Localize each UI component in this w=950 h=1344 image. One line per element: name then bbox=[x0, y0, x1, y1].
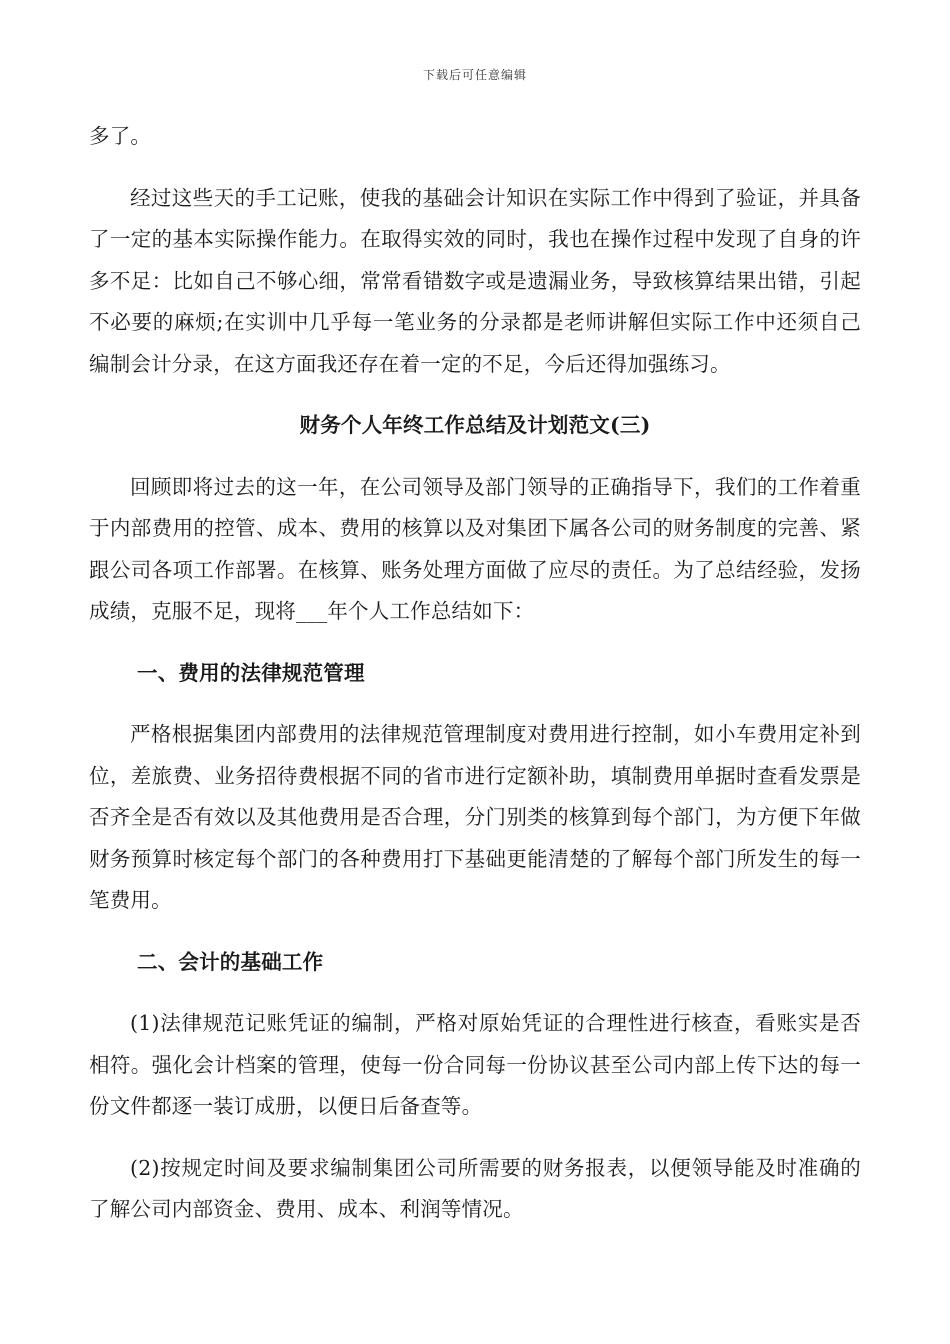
section-heading-accounting-basics: 二、会计的基础工作 bbox=[137, 949, 324, 974]
page-header: 下载后可任意编辑 bbox=[422, 68, 527, 82]
paragraph-voucher-preparation: (1)法律规范记账凭证的编制，严格对原始凭证的合理性进行核查，看账实是否相符。强化会计档案的管理，使每一份合同每一份协议甚至公司内部上传下达的每一份文件都逐一装订成册，以便日后备查等。 bbox=[89, 1011, 861, 1118]
section-heading-expense-management: 一、费用的法律规范管理 bbox=[137, 660, 365, 685]
document-title: 财务个人年终工作总结及计划范文(三) bbox=[299, 413, 651, 437]
paragraph-expense-control: 严格根据集团内部费用的法律规范管理制度对费用进行控制，如小车费用定补到位，差旅费、业务招待费根据不同的省市进行定额补助，填制费用单据时查看发票是否齐全是否有效以及其他费用是否合理，分门别类的核算到每个部门，为方便下年做财务预算时核定每个部门的各种费用打下基础更能清楚的了解每个部门所发生的每一笔费用。 bbox=[89, 722, 861, 912]
paragraph-financial-reports: (2)按规定时间及要求编制集团公司所需要的财务报表，以便领导能及时准确的了解公司内部资金、费用、成本、利润等情况。 bbox=[89, 1155, 861, 1221]
paragraph-year-review: 回顾即将过去的这一年，在公司领导及部门领导的正确指导下，我们的工作着重于内部费用的控管、成本、费用的核算以及对集团下属各公司的财务制度的完善、紧跟公司各项工作部署。在核算、账务处理方面做了应尽的责任。为了总结经验，发扬成绩，克服不足，现将___年个人工作总结如下： bbox=[89, 474, 861, 623]
continued-paragraph: 多了。 bbox=[89, 124, 152, 148]
paragraph-manual-bookkeeping: 经过这些天的手工记账，使我的基础会计知识在实际工作中得到了验证，并具备了一定的基本实际操作能力。在取得实效的同时，我也在操作过程中发现了自身的许多不足：比如自己不够心细，常常看错数字或是遗漏业务，导致核算结果出错，引起不必要的麻烦;在实训中几乎每一笔业务的分录都是老师讲解但实际工作中还须自己编制会计分录，在这方面我还存在着一定的不足，今后还得加强练习。 bbox=[89, 185, 861, 376]
document-body bbox=[89, 116, 861, 1251]
